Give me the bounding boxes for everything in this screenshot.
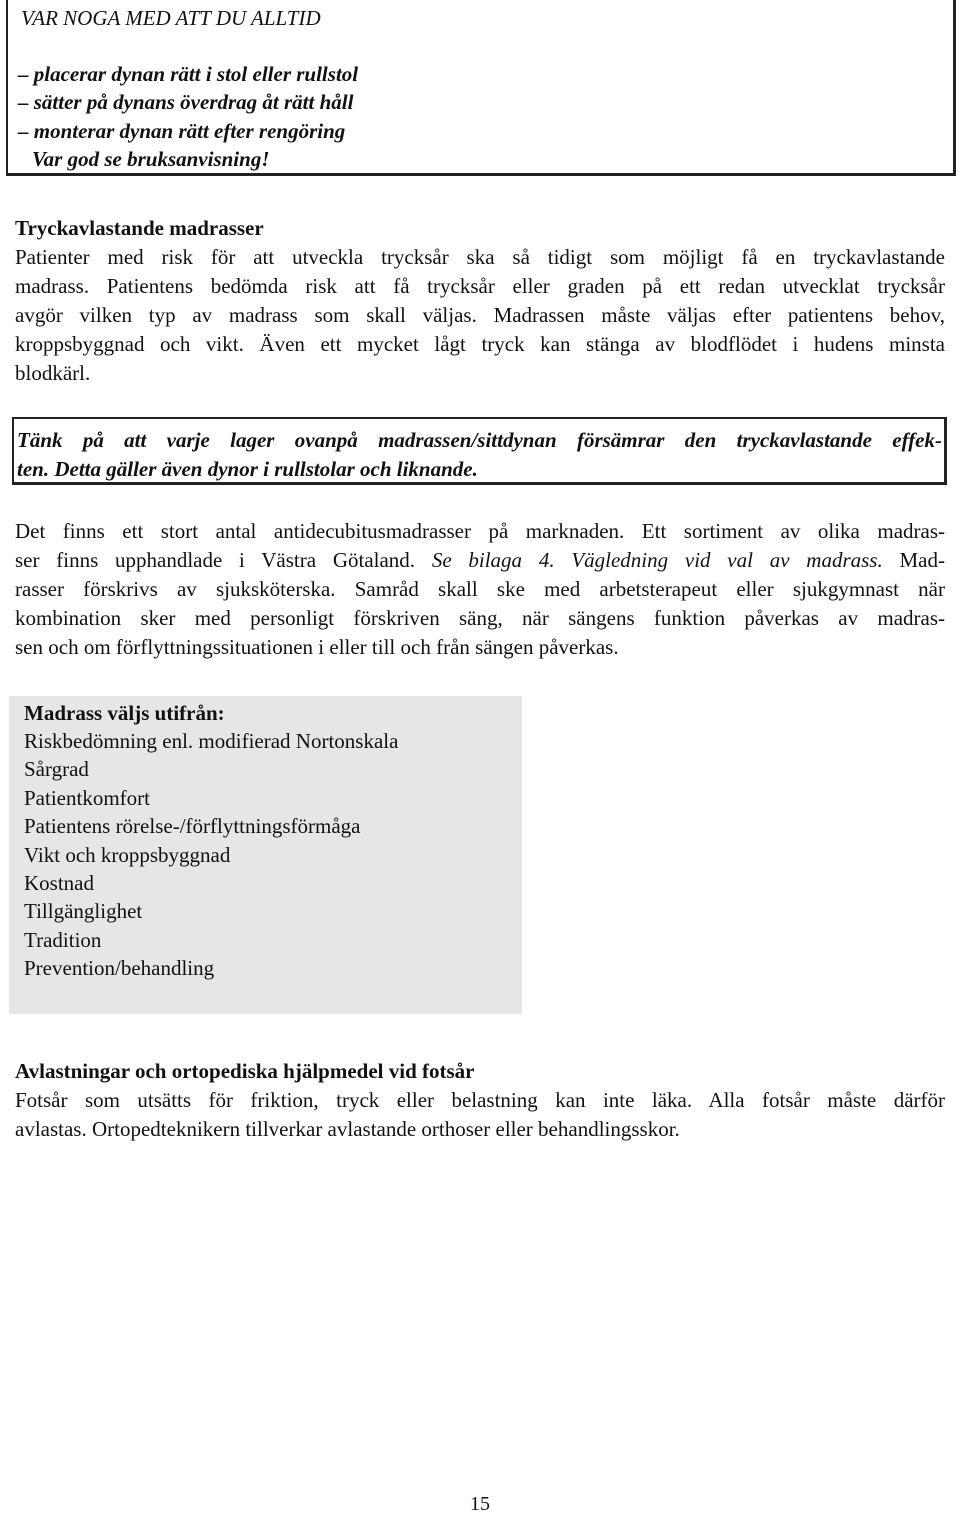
list-item: Tradition bbox=[24, 927, 102, 952]
paragraph-line: avlastas. Ortopedteknikern tillverkar avlastande orthoser eller behandlingsskor. bbox=[15, 1117, 680, 1141]
list-item: Riskbedömning enl. modifierad Nortonskala bbox=[24, 729, 399, 753]
list-item: Tillgänglighet bbox=[24, 899, 143, 924]
paragraph-line: kroppsbyggnad och vikt. Även ett mycket lågt tryck kan stänga av blodflödet i hudens minsta bbox=[15, 332, 945, 356]
notice-item: – sätter på dynans överdrag åt rätt håll bbox=[18, 90, 354, 114]
paragraph-line: avgör vilken typ av madrass som skall väljas. Madrassen måste väljas efter patientens behov, bbox=[15, 303, 945, 327]
paragraph-line: Fotsår som utsätts för friktion, tryck eller belastning kan inte läka. Alla fotsår måste därför bbox=[15, 1088, 945, 1112]
list-item: Patientkomfort bbox=[24, 785, 150, 810]
notice-item: – monterar dynan rätt efter rengöring bbox=[18, 119, 346, 143]
paragraph-line: rasser förskrivs av sjuksköterska. Samråd skall ske med arbetsterapeut eller sjukgymnast när bbox=[15, 577, 945, 601]
warning-text bbox=[17, 426, 942, 484]
text-run: Mad- bbox=[882, 548, 945, 572]
notice-title: VAR NOGA MED ATT DU ALLTID bbox=[21, 6, 321, 30]
section-foot-ulcers bbox=[15, 1057, 945, 1144]
notice-item: – placerar dynan rätt i stol eller rullstol bbox=[18, 62, 359, 86]
paragraph-line: Det finns ett stort antal antidecubitusmadrasser på marknaden. Ett sortiment av olika madras- bbox=[15, 519, 945, 543]
list-item: Prevention/behandling bbox=[24, 956, 215, 981]
list-item: Vikt och kroppsbyggnad bbox=[24, 842, 231, 867]
notice-box bbox=[6, 0, 956, 176]
notice-item: Var god se bruksanvisning! bbox=[32, 147, 270, 171]
selection-criteria-box bbox=[9, 696, 522, 1014]
appendix-reference: Se bilaga 4. Vägledning vid val av madrass. bbox=[431, 548, 883, 572]
text-run: ser finns upphandlade i Västra Götaland. bbox=[15, 548, 432, 572]
list-item: Sårgrad bbox=[24, 757, 89, 782]
paragraph-line: sen och om förflyttningssituationen i eller till och från sängen påverkas. bbox=[15, 635, 619, 659]
page-number: 15 bbox=[470, 1493, 490, 1515]
paragraph-line bbox=[15, 546, 945, 575]
warning-box bbox=[12, 417, 947, 485]
warning-line: ten. Detta gäller även dynor i rullstolar och liknande. bbox=[17, 457, 478, 481]
list-item: Kostnad bbox=[24, 870, 94, 895]
criteria-list bbox=[24, 727, 398, 983]
section-market bbox=[15, 517, 945, 662]
paragraph-line: Patienter med risk för att utveckla trycksår ska så tidigt som möjligt få en tryckavlastande bbox=[15, 245, 945, 269]
section-heading: Avlastningar och ortopediska hjälpmedel vid fotsår bbox=[15, 1059, 475, 1083]
selection-title: Madrass väljs utifrån: bbox=[24, 701, 225, 725]
paragraph-line: madrass. Patientens bedömda risk att få trycksår eller graden på ett redan utvecklat trycksår bbox=[15, 274, 945, 298]
warning-line: Tänk på att varje lager ovanpå madrassen/sittdynan försämrar den tryckavlastande effek- bbox=[17, 428, 942, 452]
list-item: Patientens rörelse-/förflyttningsförmåga bbox=[24, 814, 361, 839]
section-heading: Tryckavlastande madrasser bbox=[15, 216, 264, 240]
paragraph-line: blodkärl. bbox=[15, 361, 91, 385]
section-mattresses bbox=[15, 214, 945, 388]
paragraph-line: kombination sker med personligt förskriven säng, när sängens funktion påverkas av madras- bbox=[15, 606, 945, 630]
